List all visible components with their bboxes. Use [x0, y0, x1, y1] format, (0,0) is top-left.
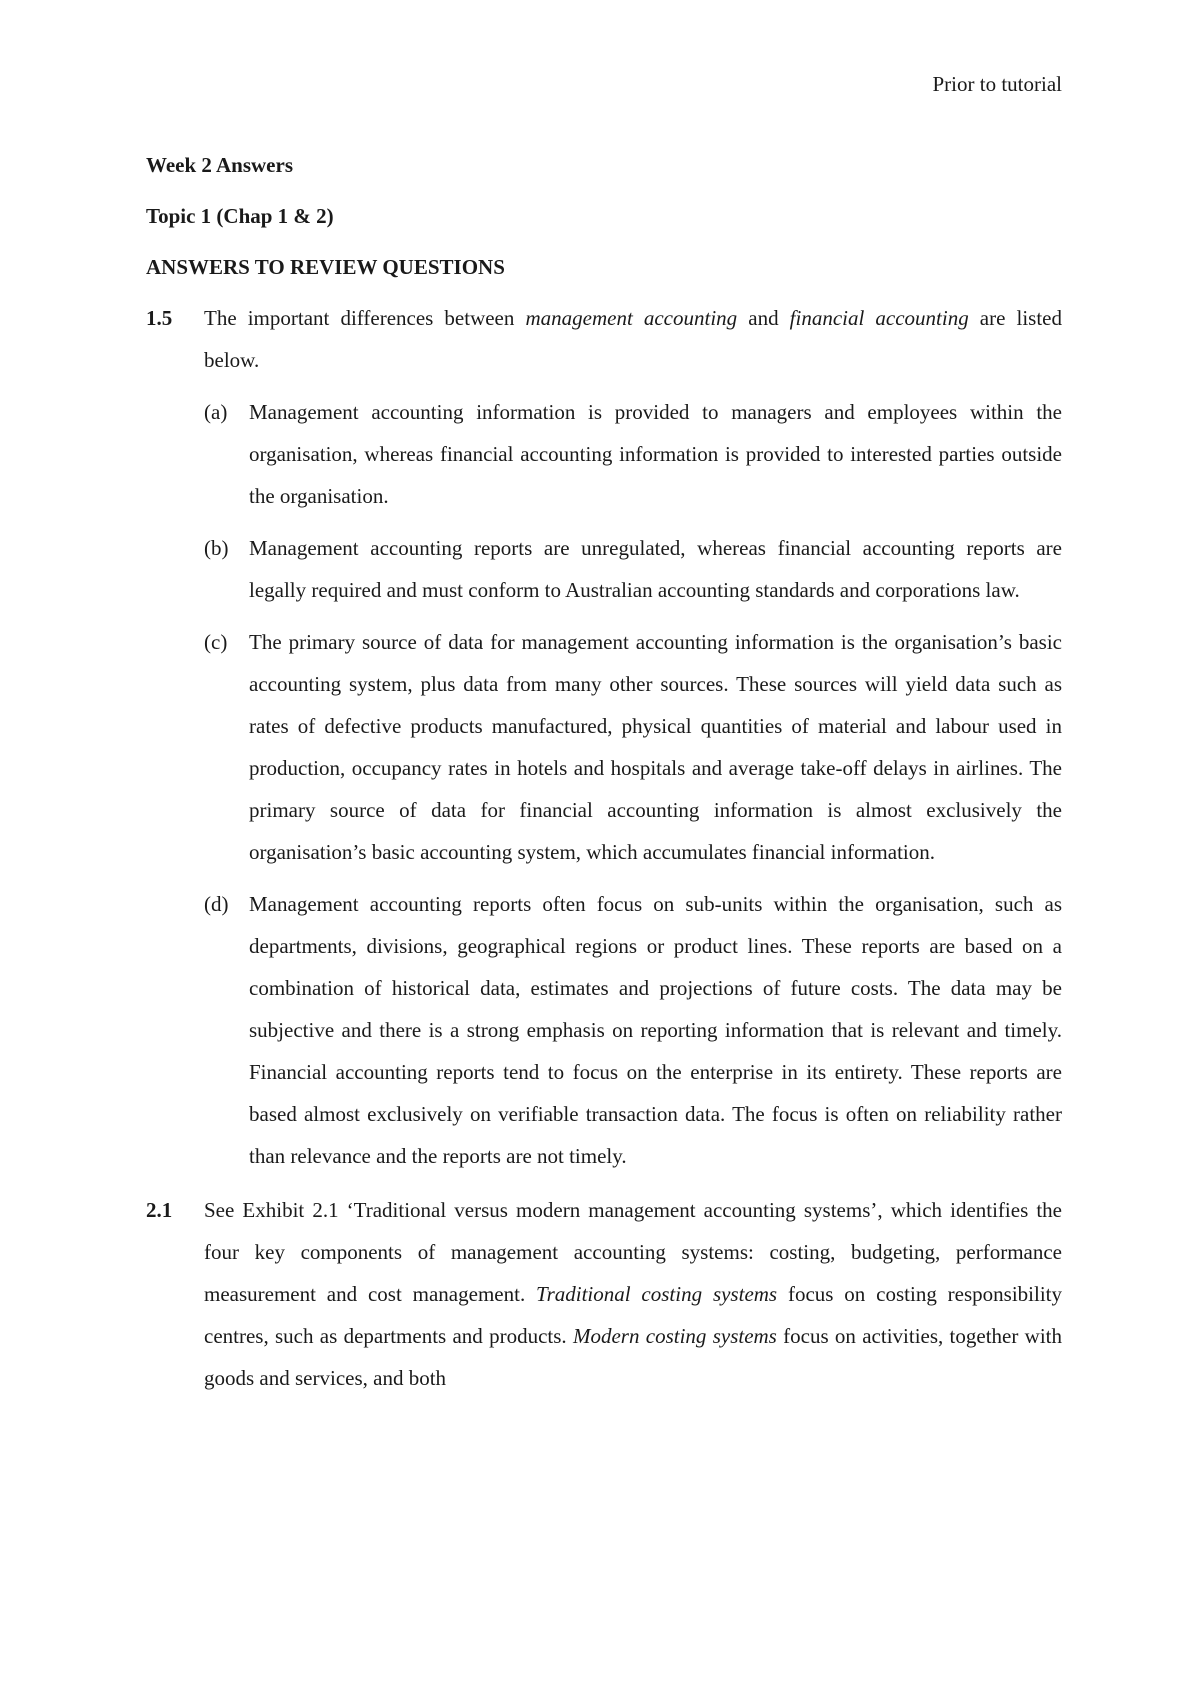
question-1-5	[146, 297, 1062, 1177]
list-item-label: (c)	[204, 630, 228, 654]
list-item	[204, 883, 1062, 1177]
list-item-label: (a)	[204, 400, 228, 424]
question-intro	[204, 297, 1062, 381]
list-item-label: (b)	[204, 536, 229, 560]
section-heading: ANSWERS TO REVIEW QUESTIONS	[146, 255, 505, 279]
answer-text-c: focus on activities, together with goods and services, and both	[204, 1324, 1062, 1390]
header-note: Prior to tutorial	[932, 72, 1062, 96]
list-item	[204, 621, 1062, 873]
list-item-label: (d)	[204, 892, 229, 916]
document-title: Week 2 Answers	[146, 153, 293, 177]
question-body	[204, 297, 1062, 1177]
list-item-text: Management accounting reports often focus on sub-units within the organisation, such as departments, divisions, geographical regions or product lines. These reports are based on a combination of historical data, estimates and projections of future costs. The data may be subjective and there is a strong emphasis on reporting information that is relevant and timely. Financial accounting reports tend to focus on the enterprise in its entirety. These reports are based almost exclusively on verifiable transaction data. The focus is often on reliability rather than relevance and the reports are not timely.	[249, 892, 1062, 1168]
intro-text-c: are listed below.	[204, 306, 1062, 372]
intro-emphasis-2: financial accounting	[789, 306, 969, 330]
document-content	[146, 144, 1062, 1399]
answer-text-b: focus on costing responsibility centres, such as departments and products.	[204, 1282, 1062, 1348]
topic-heading: Topic 1 (Chap 1 & 2)	[146, 204, 334, 228]
list-item-text: The primary source of data for management accounting information is the organisation’s basic accounting system, plus data from many other sources. These sources will yield data such as rates of defective products manufactured, physical quantities of material and labour used in production, occupancy rates in hotels and hospitals and average take-off delays in airlines. The primary source of data for financial accounting information is almost exclusively the organisation’s basic accounting system, which accumulates financial information.	[249, 630, 1062, 864]
answer-emphasis-1: Traditional costing systems	[536, 1282, 778, 1306]
answer-text-a: See Exhibit 2.1 ‘Traditional versus modern management accounting systems’, which identifies the four key components of management accounting systems: costing, budgeting, performance measurement and cost management.	[204, 1198, 1062, 1306]
list-item	[204, 527, 1062, 611]
question-number: 1.5	[146, 306, 173, 330]
question-number: 2.1	[146, 1198, 173, 1222]
list-item-text: Management accounting reports are unregulated, whereas financial accounting reports are legally required and must conform to Australian accounting standards and corporations law.	[249, 536, 1062, 602]
intro-emphasis-1: management accounting	[525, 306, 738, 330]
list-item-text: Management accounting information is provided to managers and employees within the organisation, whereas financial accounting information is provided to interested parties outside the organisation.	[249, 400, 1062, 508]
intro-text-b: and	[737, 306, 790, 330]
question-2-1	[146, 1189, 1062, 1399]
intro-text-a: The important differences between	[204, 306, 526, 330]
question-body	[204, 1189, 1062, 1399]
answer-emphasis-2: Modern costing systems	[572, 1324, 777, 1348]
list-item	[204, 391, 1062, 517]
